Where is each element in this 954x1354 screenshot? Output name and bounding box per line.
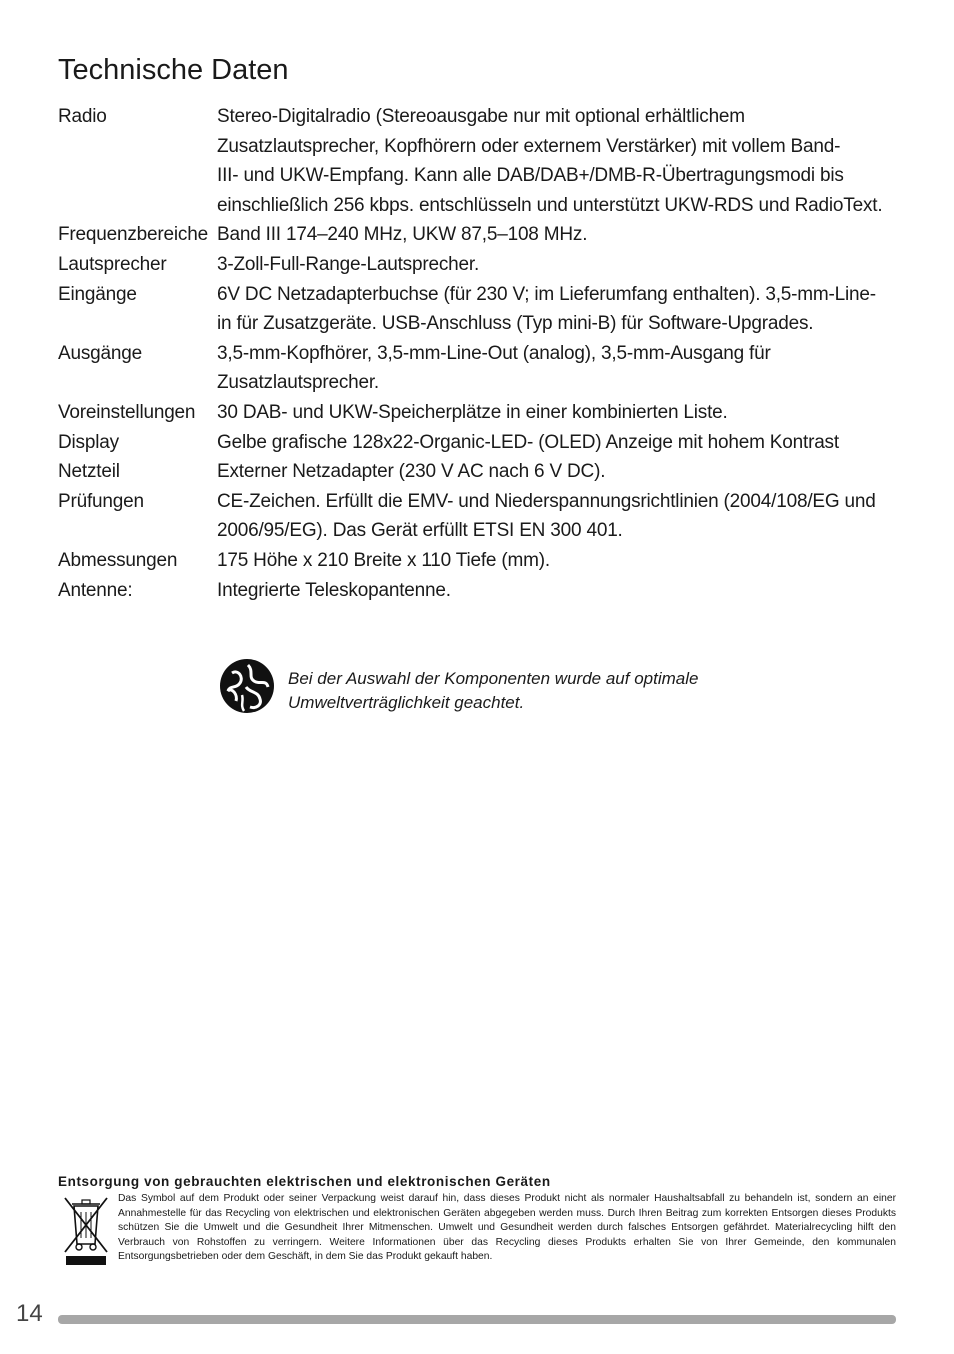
footer-bar	[58, 1315, 896, 1324]
spec-value-line: Externer Netzadapter (230 V AC nach 6 V DC).	[217, 461, 606, 483]
spec-label: Display	[58, 431, 119, 453]
eco-note-text	[288, 667, 698, 715]
spec-label: Eingänge	[58, 283, 137, 305]
spec-value-line: 2006/95/EG). Das Gerät erfüllt ETSI EN 300 401.	[217, 520, 623, 542]
spec-value	[217, 576, 898, 606]
spec-row-frequenzbereiche	[58, 220, 898, 250]
disposal-heading: Entsorgung von gebrauchten elektrischen und elektronischen Geräten	[58, 1174, 551, 1189]
page-number: 14	[16, 1300, 43, 1327]
crossed-bin-icon	[62, 1194, 110, 1266]
spec-value-line: Gelbe grafische 128x22-Organic-LED- (OLED) Anzeige mit hohem Kontrast	[217, 431, 839, 453]
spec-value	[217, 280, 898, 339]
spec-row-eingaenge	[58, 280, 898, 339]
spec-row-pruefungen	[58, 487, 898, 546]
spec-label: Netzteil	[58, 461, 120, 483]
spec-label: Ausgänge	[58, 342, 142, 364]
page-title: Technische Daten	[58, 54, 289, 86]
spec-value	[217, 487, 898, 546]
spec-value-line: 30 DAB- und UKW-Speicherplätze in einer kombinierten Liste.	[217, 401, 728, 423]
spec-value-line: in für Zusatzgeräte. USB-Anschluss (Typ mini-B) für Software-Upgrades.	[217, 313, 814, 335]
spec-value	[217, 457, 898, 487]
spec-label: Frequenzbereiche	[58, 224, 208, 246]
spec-row-abmessungen	[58, 546, 898, 576]
spec-value	[217, 428, 898, 458]
spec-value	[217, 250, 898, 280]
spec-value-line: Integrierte Teleskopantenne.	[217, 579, 451, 601]
spec-label: Antenne:	[58, 579, 133, 601]
spec-value	[217, 102, 898, 220]
spec-value-line: Band III 174–240 MHz, UKW 87,5–108 MHz.	[217, 224, 588, 246]
spec-value-line: 3-Zoll-Full-Range-Lautsprecher.	[217, 253, 480, 275]
spec-row-display	[58, 428, 898, 458]
spec-value-line: Zusatzlautsprecher.	[217, 372, 380, 394]
spec-table	[58, 102, 898, 605]
spec-label: Lautsprecher	[58, 253, 167, 275]
spec-label: Abmessungen	[58, 549, 178, 571]
spec-value-line: 3,5-mm-Kopfhörer, 3,5-mm-Line-Out (analog), 3,5-mm-Ausgang für	[217, 342, 771, 364]
spec-row-radio	[58, 102, 898, 220]
spec-value-line: 175 Höhe x 210 Breite x 110 Tiefe (mm).	[217, 549, 550, 571]
spec-label: Voreinstellungen	[58, 401, 196, 423]
spec-value	[217, 339, 898, 398]
spec-value-line: Stereo-Digitalradio (Stereoausgabe nur mit optional erhältlichem	[217, 106, 745, 127]
spec-row-antenne	[58, 576, 898, 606]
spec-row-lautsprecher	[58, 250, 898, 280]
eco-note-line: Umweltverträglichkeit geachtet.	[288, 693, 525, 712]
spec-value-line: Zusatzlautsprecher, Kopfhörern oder externem Verstärker) mit vollem Band-	[217, 135, 841, 157]
spec-value	[217, 398, 898, 428]
spec-value-line: einschließlich 256 kbps. entschlüsseln und unterstützt UKW-RDS und RadioText.	[217, 194, 883, 216]
spec-value-line: III- und UKW-Empfang. Kann alle DAB/DAB+/DMB-R-Übertragungsmodi bis	[217, 165, 844, 187]
spec-value-line: 6V DC Netzadapterbuchse (für 230 V; im Lieferumfang enthalten). 3,5-mm-Line-	[217, 283, 876, 305]
spec-row-ausgaenge	[58, 339, 898, 398]
disposal-text: Das Symbol auf dem Produkt oder seiner Verpackung weist darauf hin, dass dieses Produkt nicht als normaler Haushaltsabfall zu behandeln ist, sondern an einer Annahmestelle für das Recycling von elektrischen und elektronischen Geräten abgegeben werden muss. Durch Ihren Beitrag zum korrekten Entsorgen dieses Produkts schützen Sie die Umwelt und die Gesundheit Ihrer Mitmenschen. Umwelt und Gesundheit werden durch falsches Entsorgen gefährdet. Materialrecycling hilft den Verbrauch von Rohstoffen zu verringern. Weitere Informationen über das Recycling dieses Produkts erhalten Sie von Ihrer Gemeinde, den kommunalen Entsorgungsbetrieben oder dem Geschäft, in dem Sie das Produkt gekauft haben.	[118, 1193, 896, 1263]
eco-globe-icon	[218, 657, 276, 715]
spec-value	[217, 546, 898, 576]
spec-value	[217, 220, 898, 250]
eco-note-line: Bei der Auswahl der Komponenten wurde auf optimale	[288, 669, 699, 688]
spec-label: Prüfungen	[58, 490, 144, 512]
spec-row-netzteil	[58, 457, 898, 487]
spec-row-voreinstellungen	[58, 398, 898, 428]
spec-value-line: CE-Zeichen. Erfüllt die EMV- und Niederspannungsrichtlinien (2004/108/EG und	[217, 490, 876, 512]
eco-note	[218, 657, 698, 715]
spec-label: Radio	[58, 106, 107, 127]
